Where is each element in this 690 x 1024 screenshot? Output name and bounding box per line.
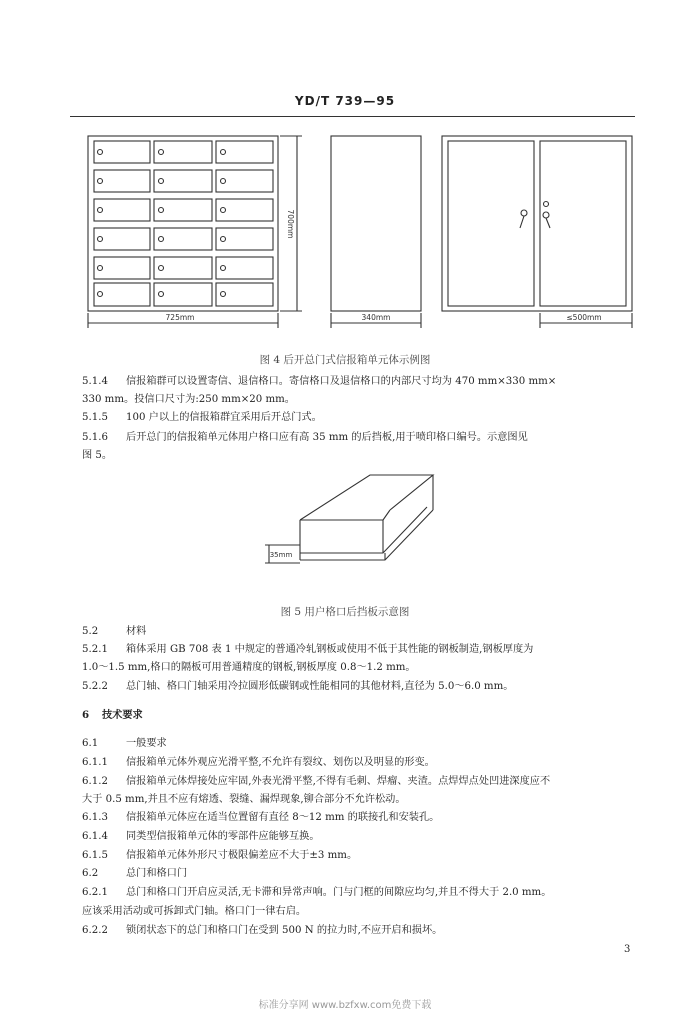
clause-text: 总门轴、格口门轴采用冷拉圆形低碳钢或性能相同的其他材料,直径为 5.0～6.0 mm。 [126,681,514,692]
clause-text: 同类型信报箱单元体的零部件应能够互换。 [126,831,320,842]
paragraph-6-2-1-cont: 应该采用活动或可拆卸式门轴。格口门一律右启。 [82,906,307,917]
section-number: 6.2 [82,868,99,879]
side-view-cabinet [331,136,421,311]
paragraph-5-1-5 [82,409,622,427]
clause-number: 5.1.4 [82,376,108,387]
page-number: 3 [624,944,631,955]
clause-text: 总门和格口门开启应灵活,无卡滞和异常声响。门与门框的间隙应均匀,并且不得大于 2.0 mm。 [126,887,552,898]
clause-text: 锁闭状态下的总门和格口门在受到 500 N 的拉力时,不应开启和损坏。 [126,925,443,936]
paragraph-5-1-4 [82,373,622,391]
mailbox-grid [94,141,273,306]
clause-text: 信报箱单元体应在适当位置留有直径 8～12 mm 的联接孔和安装孔。 [126,812,440,823]
section-6-1-heading [82,735,622,753]
paragraph-5-1-6 [82,429,622,447]
paragraph-5-1-4-cont: 330 mm。投信口尺寸为:250 mm×20 mm。 [82,394,295,405]
section-number: 5.2 [82,626,99,637]
clause-number: 6.1.1 [82,757,108,768]
paragraph-6-1-4 [82,828,622,846]
front-view-cabinet [88,136,278,311]
width-dimension-label: 725mm [165,313,195,322]
clause-number: 5.2.2 [82,681,108,692]
clause-number: 6.1.3 [82,812,108,823]
clause-number: 5.2.1 [82,644,108,655]
paragraph-6-2-1 [82,884,622,902]
watermark-footer: 标准分享网 www.bzfxw.com免费下载 [258,1000,432,1011]
door-handle-icon [520,202,550,229]
clause-text: 后开总门的信报箱单元体用户格口应有高 35 mm 的后挡板,用于喷印格口编号。示意图见 [126,432,528,443]
clause-text: 100 户以上的信报箱群宜采用后开总门式。 [126,412,322,423]
clause-text: 信报箱群可以设置寄信、退信格口。寄信格口及退信格口的内部尺寸均为 470 mm×330 mm× [126,376,557,387]
paragraph-5-2-2 [82,678,622,696]
figure-4-caption: 图 4 后开总门式信报箱单元体示例图 [259,354,431,366]
clause-text: 信报箱单元体外形尺寸极限偏差应不大于±3 mm。 [126,850,358,861]
paragraph-6-1-2-cont: 大于 0.5 mm,并且不应有熔透、裂缝、漏焊现象,铆合部分不允许松动。 [82,794,406,805]
clause-number: 6.2.2 [82,925,108,936]
clause-number: 5.1.5 [82,412,108,423]
figure-5-dimension-label: 35mm [269,551,293,559]
clause-number: 6.1.4 [82,831,108,842]
section-title: 材料 [126,626,147,637]
lock-icon-set [98,150,226,297]
section-5-2-heading [82,623,622,641]
figure-4-drawing [80,128,640,334]
clause-number: 6.1.5 [82,850,108,861]
figure-5-drawing [255,465,445,590]
clause-number: 6.2.1 [82,887,108,898]
section-6-heading [82,706,622,724]
paragraph-6-2-2 [82,922,622,940]
height-dimension-label: 700mm [286,209,295,239]
back-dimension-label: ≤500mm [566,313,602,322]
paragraph-6-1-3 [82,809,622,827]
section-title: 一般要求 [126,738,167,749]
figure-5-caption: 图 5 用户格口后挡板示意图 [280,606,410,618]
header-rule [70,116,635,117]
paragraph-5-2-1-cont: 1.0～1.5 mm,格口的隔板可用普通精度的钢板,钢板厚度 0.8～1.2 mm。 [82,662,416,673]
side-dimension-label: 340mm [361,313,391,322]
section-number: 6.1 [82,738,99,749]
section-title: 技术要求 [102,709,143,721]
clause-text: 信报箱单元体外观应光滑平整,不允许有裂纹、划伤以及明显的形变。 [126,757,435,768]
section-number: 6 [82,709,90,721]
clause-text: 信报箱单元体焊接处应牢固,外表光滑平整,不得有毛刺、焊瘤、夹渣。点焊焊点处凹进深度应不 [126,776,551,787]
clause-number: 5.1.6 [82,432,108,443]
document-header: YD/T 739—95 [294,94,396,108]
section-6-2-heading [82,865,622,883]
back-view-cabinet [442,136,632,311]
clause-text: 箱体采用 GB 708 表 1 中规定的普通冷轧钢板或使用不低于其性能的钢板制造,钢板厚度为 [126,644,534,655]
paragraph-6-1-2 [82,773,622,791]
section-title: 总门和格口门 [126,868,188,879]
paragraph-5-2-1 [82,641,622,659]
paragraph-5-1-6-cont: 图 5。 [82,450,113,461]
clause-number: 6.1.2 [82,776,108,787]
paragraph-6-1-1 [82,754,622,772]
paragraph-6-1-5 [82,847,622,865]
